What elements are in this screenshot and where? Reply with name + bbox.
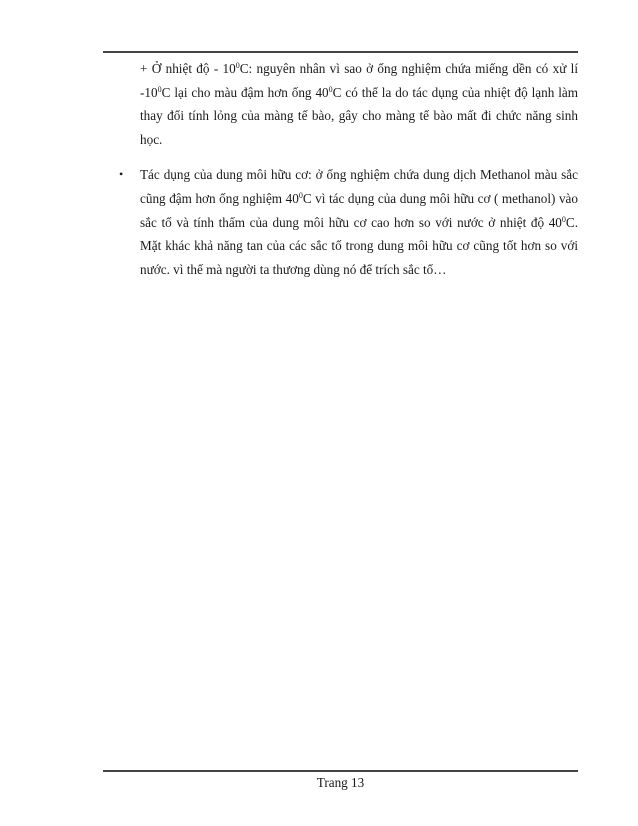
degree-superscript: 0 [561, 214, 566, 224]
footer-rule [103, 770, 578, 772]
page-body [119, 57, 579, 281]
paragraph-low-temperature [140, 57, 578, 151]
paragraph-text: C có thể la do tác dụng của nhiệt độ lạnh làm thay đổi tính lỏng của màng tế bào, gây cho màng tế bào mất đi chức năng sinh học. [140, 84, 579, 147]
page-number: Trang 13 [316, 775, 365, 790]
bullet-icon: • [119, 167, 124, 182]
paragraph-organic-solvent [119, 163, 578, 281]
paragraph-text: C: nguyên nhân vì sao ở ống nghiệm chứa miếng dền có xử lí -10 [140, 61, 578, 100]
paragraph-text: C. Mặt khác khả năng tan của các sắc tố trong dung môi hữu cơ cũng tốt hơn so với nước. vì thế mà người ta thương dùng nó để trích sắc tố… [140, 214, 578, 277]
degree-superscript: 0 [328, 84, 333, 94]
header-rule [103, 51, 578, 53]
degree-superscript: 0 [298, 190, 303, 200]
paragraph-text: C vì tác dụng của dung môi hữu cơ ( methanol) vào sắc tố và tính thấm của dung môi hữu cơ cao hơn so với nước ở nhiệt độ 40 [140, 190, 578, 230]
degree-superscript: 0 [157, 84, 162, 94]
paragraph-text: Tác dụng của dung môi hữu cơ: ở ống nghiệm chứa dung dịch Methanol màu sắc cũng đậm hơn ống nghiệm 40 [140, 167, 578, 206]
paragraph-text: C lại cho màu đậm hơn ống 40 [161, 84, 329, 100]
degree-superscript: 0 [235, 61, 240, 70]
paragraph-text: + Ở nhiệt độ - 10 [140, 61, 236, 76]
